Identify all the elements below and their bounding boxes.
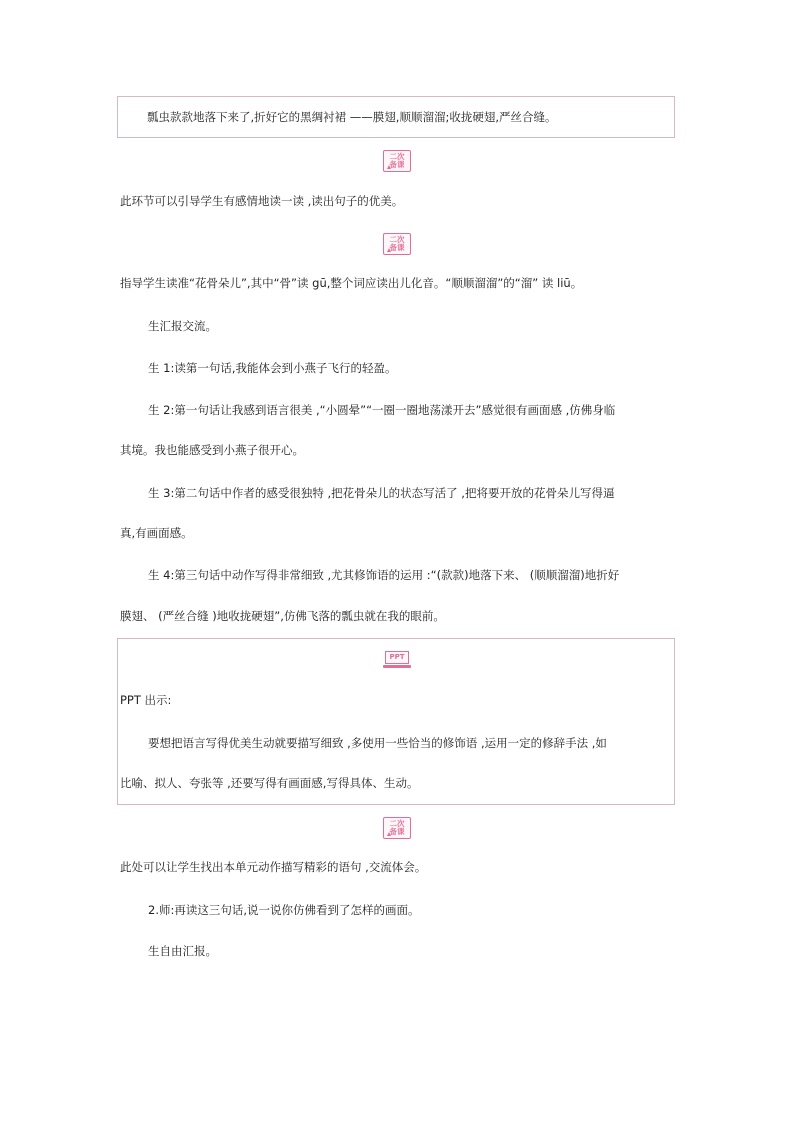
ppt-line2: 比喻、拟人、夸张等 ,还要写得有画面感,写得具体、生动。 bbox=[120, 776, 419, 790]
ppt-icon-base bbox=[383, 665, 411, 668]
ppt-heading: PPT 出示: bbox=[120, 693, 172, 707]
paragraph-6a: 生 3:第二句话中作者的感受很独特 ,把花骨朵儿的状态写活了 ,把将要开放的花骨朵儿写得逼 bbox=[148, 486, 615, 500]
paragraph-9: 2.师:再读这三句话,说一说你仿佛看到了怎样的画面。 bbox=[148, 903, 420, 917]
badge-line2: 备课 bbox=[389, 243, 405, 252]
up-arrow-icon bbox=[387, 165, 391, 169]
paragraph-8: 此处可以让学生找出本单元动作描写精彩的语句 ,交流体会。 bbox=[120, 860, 427, 874]
paragraph-6b: 真,有画面感。 bbox=[120, 526, 193, 540]
up-arrow-icon bbox=[387, 832, 391, 836]
badge-line2: 备课 bbox=[389, 827, 405, 836]
paragraph-7a: 生 4:第三句话中动作写得非常细致 ,尤其修饰语的运用 :“(款款)地落下来、 (顺顺溜溜)地折好 bbox=[148, 568, 620, 582]
badge-line1: 二次 bbox=[389, 819, 405, 828]
badge-line1: 二次 bbox=[389, 235, 405, 244]
second-prep-badge-icon bbox=[383, 233, 411, 255]
paragraph-4: 生 1:读第一句话,我能体会到小燕子飞行的轻盈。 bbox=[148, 361, 397, 375]
paragraph-2: 指导学生读准“花骨朵儿”,其中“骨”读 gū,整个词应读出儿化音。“顺顺溜溜”的“溜” 读 liū。 bbox=[120, 276, 583, 290]
second-prep-badge-icon bbox=[383, 817, 411, 839]
up-arrow-icon bbox=[387, 248, 391, 252]
quote-text: 瓢虫款款地落下来了,折好它的黑绸衬裙 ——膜翅,顺顺溜溜;收拢硬翅,严丝合缝。 bbox=[147, 110, 557, 124]
ppt-icon bbox=[385, 651, 409, 669]
ppt-line1: 要想把语言写得优美生动就要描写细致 ,多使用一些恰当的修饰语 ,运用一定的修辞手法 ,如 bbox=[148, 736, 607, 750]
ppt-icon-label: PPT bbox=[385, 651, 409, 664]
quote-box bbox=[117, 96, 675, 138]
paragraph-10: 生自由汇报。 bbox=[148, 944, 217, 958]
paragraph-5a: 生 2:第一句话让我感到语言很美 ,“小圆晕”“一圈一圈地荡漾开去”感觉很有画面感 ,仿佛身临 bbox=[148, 403, 616, 417]
paragraph-7b: 膜翅、 (严丝合缝 )地收拢硬翅”,仿佛飞落的瓢虫就在我的眼前。 bbox=[120, 609, 445, 623]
badge-line1: 二次 bbox=[389, 152, 405, 161]
badge-line2: 备课 bbox=[389, 160, 405, 169]
second-prep-badge-icon bbox=[383, 150, 411, 172]
paragraph-1: 此环节可以引导学生有感情地读一读 ,读出句子的优美。 bbox=[120, 194, 404, 208]
paragraph-5b: 其境。我也能感受到小燕子很开心。 bbox=[120, 443, 304, 457]
paragraph-3: 生汇报交流。 bbox=[148, 319, 217, 333]
